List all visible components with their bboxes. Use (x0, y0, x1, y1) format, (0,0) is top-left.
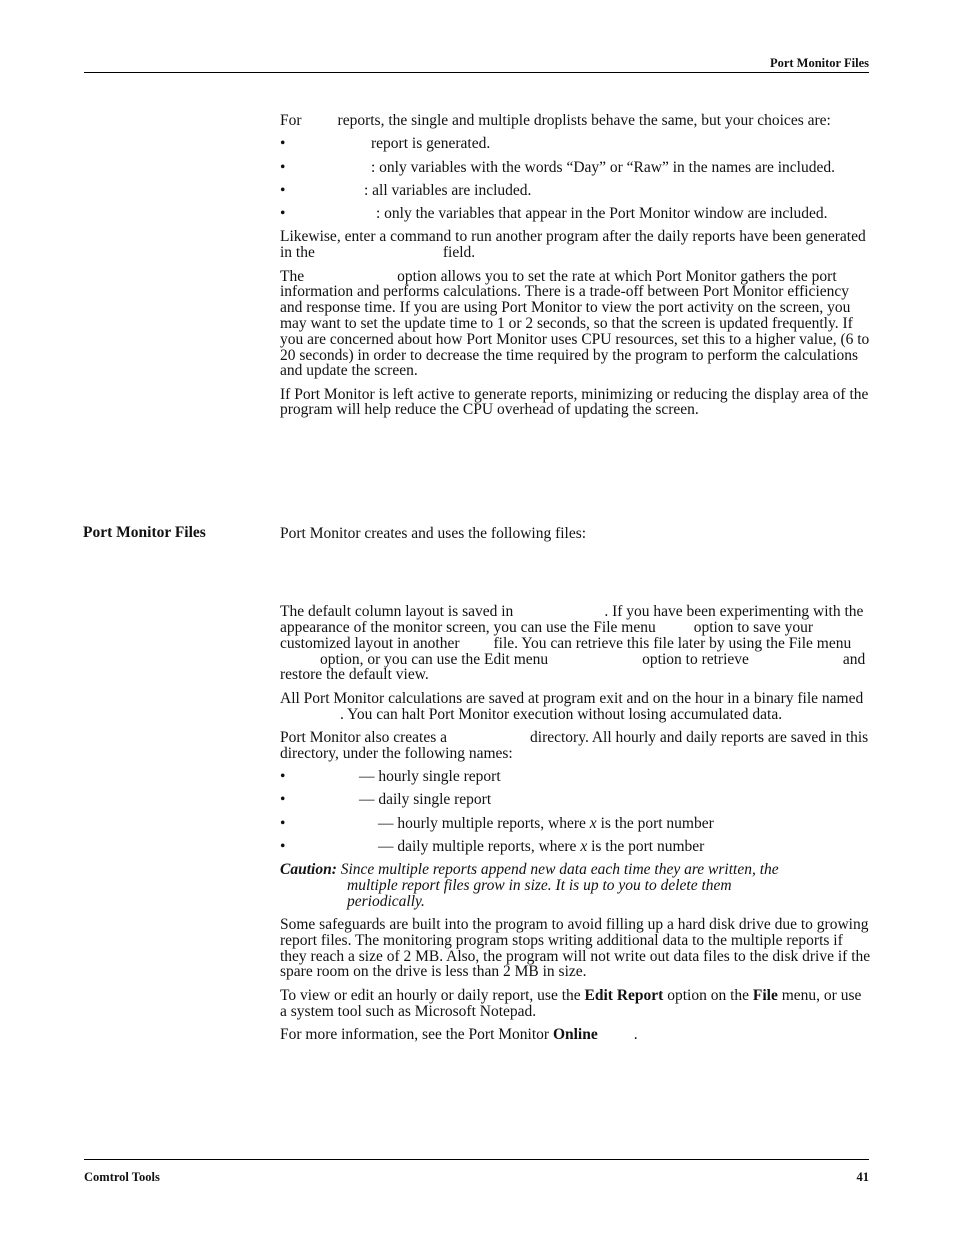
x-variable: x (580, 837, 588, 855)
text: option allows you to set the rate at which Port Monitor gathers the port information and performs calculations. There is a trade-off between Port Monitor efficiency and response time. If you are using Port Monitor to view the port activity on the screen, you may want to set the update time to 1 or 2 seconds, so that the screen is updated frequently. If you are concerned about how Port Monitor uses CPU resources, set this to a higher value, (6 to 20 seconds) in order to decrease the time required by the program to perform the calculations and update the screen. (280, 267, 870, 380)
text: is the port number (591, 837, 705, 855)
edit-report-term: Edit Report (584, 986, 664, 1004)
paragraph-likewise (280, 229, 872, 261)
top-body (280, 113, 872, 426)
bullet-item (280, 136, 872, 152)
paragraph-left-active: If Port Monitor is left active to generate reports, minimizing or reducing the display area of the program will help reduce the CPU overhead of updating the screen. (280, 385, 869, 419)
paragraph-column-layout (280, 604, 872, 683)
x-variable: x (589, 814, 597, 832)
text: option, or you can use the Edit menu (320, 650, 549, 668)
caution-text: Since multiple reports append new data each time they are written, the (340, 861, 779, 879)
caution-text: multiple report files grow in size. It is up to you to delete them (347, 876, 732, 894)
bullet-item (280, 792, 872, 808)
text: — hourly single report (359, 767, 501, 785)
paragraph-intro: Port Monitor creates and uses the following files: (280, 525, 587, 542)
paragraph-directory (280, 730, 872, 762)
text: option to retrieve (642, 650, 749, 668)
text: menu, or use a system tool such as Microsoft Notepad. (280, 986, 862, 1020)
bullet-item (280, 206, 872, 222)
text: — daily single report (359, 791, 492, 809)
bullet-item (280, 769, 872, 785)
text: file. You can retrieve this file later by using the File menu (493, 634, 852, 652)
text: and restore the default view. (280, 650, 866, 684)
text: : only the variables that appear in the Port Monitor window are included. (376, 205, 828, 223)
text: . (633, 1025, 638, 1043)
text: The default column layout is saved in (280, 603, 514, 621)
text: option on the (667, 986, 750, 1004)
caution-note (280, 862, 872, 909)
text: : only variables with the words “Day” or “Raw” in the names are included. (371, 158, 835, 176)
text: To view or edit an hourly or daily report, use the (280, 986, 581, 1004)
footer-rule (84, 1159, 869, 1160)
text: report is generated. (371, 135, 491, 153)
text: For more information, see the Port Monitor (280, 1025, 550, 1043)
section-heading: Port Monitor Files (83, 524, 206, 541)
text: All Port Monitor calculations are saved at program exit and on the hour in a binary file named (280, 689, 864, 707)
bullet-item (280, 160, 872, 176)
text: Likewise, enter a command to run another program after the daily reports have been generated in the (280, 228, 866, 262)
header-rule (84, 72, 869, 73)
online-term: Online (552, 1025, 598, 1043)
text: For (280, 112, 302, 129)
text: . If you have been experimenting with the appearance of the monitor screen, you can use the File menu (280, 603, 864, 637)
text: reports, the single and multiple droplists behave the same, but your choices are: (337, 112, 831, 129)
text: : all variables are included. (364, 181, 532, 199)
running-header-title: Port Monitor Files (769, 56, 869, 70)
file-term: File (752, 986, 778, 1004)
footer-title: Comtrol Tools (84, 1170, 160, 1184)
text: Port Monitor also creates a (280, 728, 448, 746)
paragraph-more-info (280, 1027, 872, 1043)
section-body (280, 526, 872, 1050)
text: The (280, 267, 305, 285)
text: . You can halt Port Monitor execution without losing accumulated data. (340, 705, 783, 723)
bullet-item (280, 183, 872, 199)
text: is the port number (600, 814, 714, 832)
caution-label: Caution: (280, 861, 337, 879)
paragraph-calculations (280, 691, 872, 723)
caution-text: periodically. (347, 892, 425, 910)
text: option to save your customized layout in another (280, 619, 813, 652)
text: — hourly multiple reports, where (378, 814, 586, 832)
text: — daily multiple reports, where (378, 837, 577, 855)
bullet-item (280, 839, 872, 855)
text: directory. All hourly and daily reports are saved in this directory, under the following names: (280, 728, 869, 762)
text: field. (442, 244, 476, 262)
bullet-item (280, 816, 872, 832)
paragraph-choices (280, 113, 872, 129)
page-number: 41 (856, 1170, 869, 1184)
paragraph-update-rate (280, 269, 872, 380)
paragraph-safeguards: Some safeguards are built into the program to avoid filling up a hard disk drive due to growing report files. The monitoring program stops writing additional data to the multiple reports if they reach a size of 2 MB. Also, the program will not write out data files to the disk drive if the spare room on the drive is less than 2 MB in size. (280, 916, 871, 981)
paragraph-view-edit (280, 988, 872, 1020)
